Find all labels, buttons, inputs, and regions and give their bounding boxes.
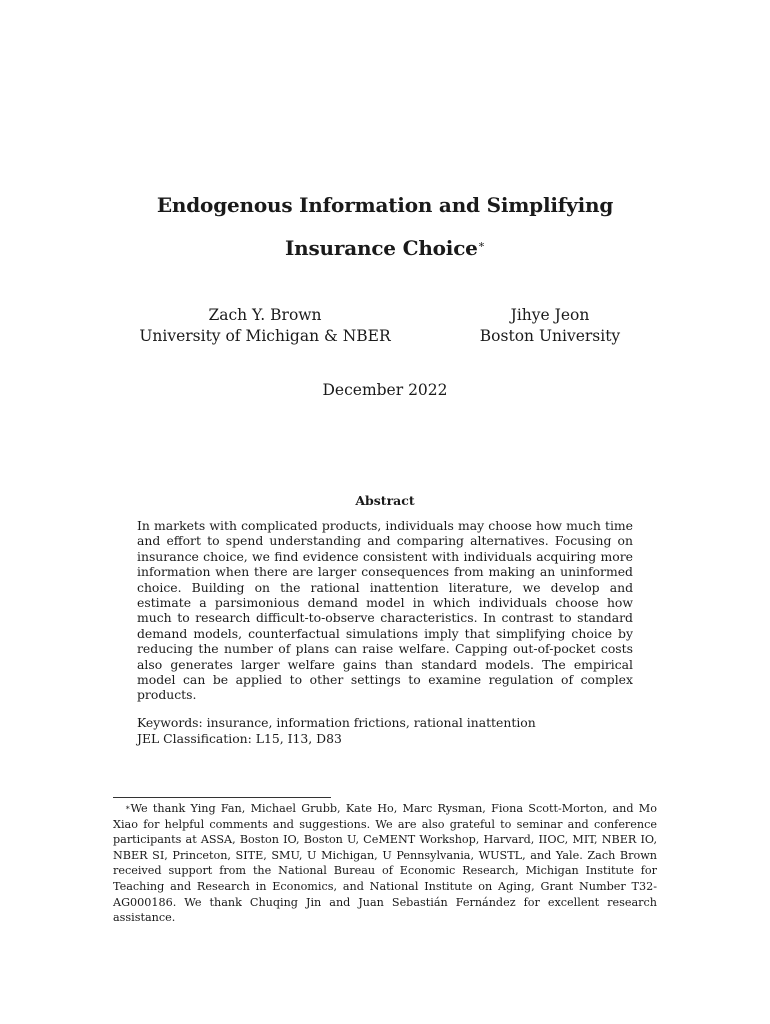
author-block-1 [120, 305, 410, 347]
paper-date: December 2022 [322, 381, 448, 399]
author-name-2: Jihye Jeon [510, 306, 590, 324]
title-text: Endogenous Information and Simplifying Insurance Choice [156, 193, 614, 260]
jel-line: JEL Classification: L15, I13, D83 [137, 731, 342, 746]
footnote-text: We thank Ying Fan, Michael Grubb, Kate Ho, Marc Rysman, Fiona Scott-Morton, and Mo Xiao for helpful comments and suggestions. We are also grateful to seminar and conference participants at ASSA, Boston IO, Boston U, CeMENT Workshop, Harvard, IIOC, MIT, NBER IO, NBER SI, Princeton, SITE, SMU, U Michigan, U Pennsylvania, WUSTL, and Yale. Zach Brown received support from the National Bureau of Economic Research, Michigan Institute for Teaching and Research in Economics, and National Institute on Aging, Grant Number T32-AG000186. We thank Chuqing Jin and Juan Sebastián Fernández for excellent research assistance. [113, 802, 657, 925]
abstract-heading: Abstract [355, 493, 415, 508]
footnote-mark: ∗ [125, 803, 131, 812]
abstract-text: In markets with complicated products, individuals may choose how much time and effort to spend understanding and comparing alternatives. Focusing on insurance choice, we find evidence consistent with individuals acquiring more information when there are larger consequences from making an uninformed choice. Building on the rational inattention literature, we develop and estimate a parsimonious demand model in which individuals choose how much to research difficult-to-observe characteristics. In contrast to standard demand models, counterfactual simulations imply that simplifying choice by reducing the number of plans can raise welfare. Capping out-of-pocket costs also generates larger welfare gains than standard models. The empirical model can be applied to other settings to examine regulation of complex products. [137, 518, 633, 703]
author-affiliation-2: Boston University [479, 327, 621, 345]
footnote [113, 801, 657, 926]
author-name-1: Zach Y. Brown [208, 306, 322, 324]
author-affiliation-1: University of Michigan & NBER [139, 327, 391, 345]
title-footnote-mark: ∗ [477, 238, 485, 251]
author-block-2 [460, 305, 640, 347]
keywords-block [137, 715, 633, 747]
keywords-line: Keywords: insurance, information frictions, rational inattention [137, 715, 536, 730]
footnote-divider [113, 797, 331, 798]
paper-title [100, 184, 670, 270]
